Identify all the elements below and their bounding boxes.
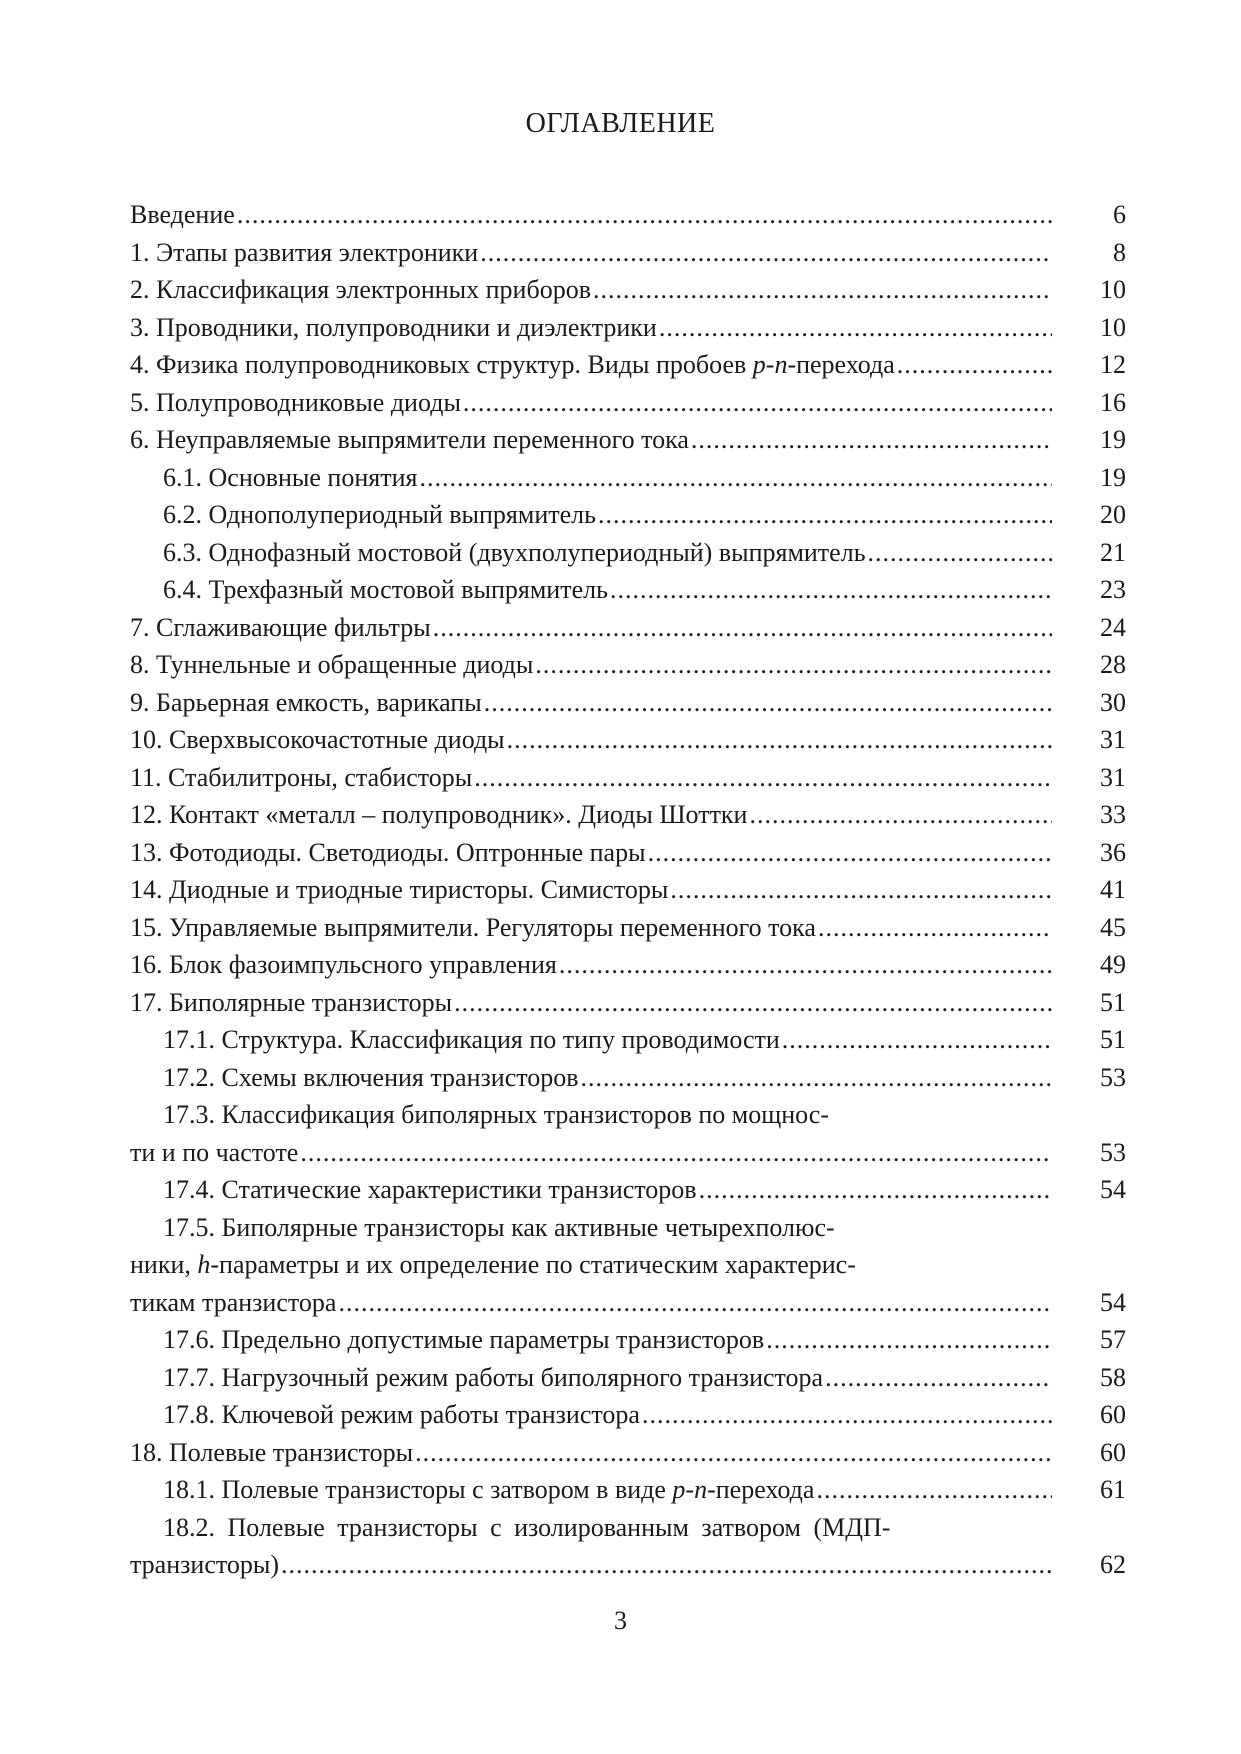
toc-entry [130,384,1126,422]
toc-entry-page: 24 [1100,612,1126,642]
toc-entry-17-3 [130,1096,1126,1171]
toc-entry-18-2-line1: 18.2. Полевые транзисторы с изолированным затвором (МДП- [163,1512,891,1542]
toc-entry [130,1021,1126,1059]
toc-entry [130,196,1126,234]
toc-entry-page: 10 [1100,275,1126,304]
toc-entry [130,496,1126,534]
toc-entry [130,534,1126,572]
toc-entry-page: 60 [1100,1400,1126,1429]
toc-entry-page: 16 [1100,387,1126,417]
toc-entry-title: 18. Полевые транзисторы ..... [130,1434,1052,1472]
toc-entry [130,571,1126,609]
toc-entry-title: Введение ..... [130,196,1052,234]
toc-entry-title: 4. Физика полупроводниковых структур. Виды пробоев p-n-перехода ..... [130,346,1052,384]
toc-entry-title: 17.8. Ключевой режим работы транзистора ..... [163,1396,1052,1434]
toc-entry [130,346,1126,384]
toc-entry-page: 45 [1100,912,1126,942]
toc-entry-page: 61 [1100,1475,1126,1504]
toc-entry [130,1434,1126,1472]
toc-entry [130,1359,1126,1397]
toc-entry-17-5-page: 54 [1100,1287,1126,1317]
toc-entry-title: 2. Классификация электронных приборов ..... [130,271,1052,309]
toc-entry [130,909,1126,947]
toc-entry [130,834,1126,872]
toc-entry-page: 41 [1100,875,1126,904]
toc-entry [130,796,1126,834]
toc-entry-page: 51 [1100,1025,1126,1054]
toc-entry-17-5-line2: ники, h-параметры и их определение по статическим характерис- [130,1250,856,1279]
toc-entry [130,1321,1126,1359]
toc-entry-title: 12. Контакт «металл – полупроводник». Диоды Шоттки ..... [130,796,1052,834]
toc-entry [130,871,1126,909]
toc-entry-page: 36 [1100,837,1126,867]
toc-entry-17-4-title: 17.4. Статические характеристики транзисторов ..... [163,1171,1052,1209]
toc-entry-17-3-page: 53 [1100,1137,1126,1167]
toc-entry [130,721,1126,759]
toc-entry-page: 8 [1113,237,1126,267]
toc-entry-title: 18.1. Полевые транзисторы с затвором в виде p-n-перехода ..... [163,1471,1052,1509]
toc-entry-page: 30 [1100,687,1126,717]
toc-entries [130,196,1126,1096]
toc-entry-title: 6.1. Основные понятия ..... [163,459,1052,497]
toc-entry-page: 53 [1100,1062,1126,1092]
table-of-contents [130,196,1126,1584]
toc-entry-17-5-line1: 17.5. Биполярные транзисторы как активные четырехполюс- [163,1212,835,1242]
toc-entry-title: 6.2. Однополупериодный выпрямитель ..... [163,496,1052,534]
toc-entry-page: 10 [1100,312,1126,342]
toc-entry-page: 31 [1100,762,1126,792]
toc-entry-title: 10. Сверхвысокочастотные диоды ..... [130,721,1052,759]
toc-entry-title: 14. Диодные и триодные тиристоры. Симисторы ..... [130,871,1052,909]
toc-entry-title: 11. Стабилитроны, стабисторы ..... [130,759,1052,797]
toc-entry-page: 51 [1100,987,1126,1017]
toc-entry [130,1396,1126,1434]
toc-entry-page: 20 [1100,500,1126,529]
toc-entry [130,684,1126,722]
toc-entry-title: 17.6. Предельно допустимые параметры транзисторов ..... [163,1321,1052,1359]
toc-entry-title: 5. Полупроводниковые диоды ..... [130,384,1052,422]
toc-entry-title: 6. Неуправляемые выпрямители переменного тока ..... [130,421,1052,459]
toc-entry-page: 28 [1100,650,1126,679]
toc-entry-page: 58 [1100,1362,1126,1392]
toc-entry-title: 17.7. Нагрузочный режим работы биполярного транзистора ..... [163,1359,1052,1397]
toc-entry-page: 23 [1100,575,1126,604]
toc-entry-title: 7. Сглаживающие фильтры ..... [130,609,1052,647]
toc-entry-17-5 [130,1209,1126,1322]
toc-entry-title: 17.2. Схемы включения транзисторов ..... [163,1059,1052,1097]
toc-entry-18-2-page: 62 [1100,1550,1126,1579]
toc-entry-17-4 [130,1171,1126,1209]
toc-entry-title: 15. Управляемые выпрямители. Регуляторы переменного тока ..... [130,909,1052,947]
toc-entry-title: 17. Биполярные транзисторы ..... [130,984,1052,1022]
toc-entry [130,984,1126,1022]
toc-entry [130,759,1126,797]
toc-entry-title: 6.3. Однофазный мостовой (двухполупериодный) выпрямитель ..... [163,534,1052,572]
toc-entry [130,309,1126,347]
toc-entry [130,459,1126,497]
toc-entry-title: 13. Фотодиоды. Светодиоды. Оптронные пары ..... [130,834,1052,872]
toc-entry-title: 8. Туннельные и обращенные диоды ..... [130,646,1052,684]
toc-entry-17-3-line2: ти и по частоте ..... [130,1134,1052,1172]
toc-entry-17-3-line1: 17.3. Классификация биполярных транзисторов по мощнос- [163,1100,830,1129]
toc-entry [130,271,1126,309]
toc-entry-page: 49 [1100,950,1126,979]
toc-entry-title: 6.4. Трехфазный мостовой выпрямитель ..... [163,571,1052,609]
toc-entry [130,234,1126,272]
toc-entry [130,1059,1126,1097]
toc-entry-18-2-line2: транзисторы) ..... [130,1546,1052,1584]
toc-entry-page: 31 [1100,725,1126,754]
toc-entry-title: 17.1. Структура. Классификация по типу проводимости ..... [163,1021,1052,1059]
toc-entry-page: 57 [1100,1325,1126,1354]
toc-entry-17-4-page: 54 [1100,1175,1126,1204]
toc-entry-title: 1. Этапы развития электроники ..... [130,234,1052,272]
page-title: ОГЛАВЛЕНИЕ [525,108,716,139]
toc-entry-title: 16. Блок фазоимпульсного управления ..... [130,946,1052,984]
toc-entry [130,646,1126,684]
toc-entry [130,421,1126,459]
page-number: 3 [614,1606,627,1635]
toc-entry-page: 33 [1100,800,1126,829]
toc-entry-page: 60 [1100,1437,1126,1467]
toc-entries-after [130,1321,1126,1509]
toc-entry-17-5-line3: тикам транзистора ..... [130,1284,1052,1322]
toc-entry-18-2 [130,1509,1126,1584]
toc-entry-page: 21 [1100,537,1126,567]
toc-entry-page: 19 [1100,425,1126,454]
toc-entry [130,1471,1126,1509]
toc-entry [130,946,1126,984]
toc-entry-page: 19 [1100,462,1126,492]
toc-entry [130,609,1126,647]
toc-entry-title: 9. Барьерная емкость, варикапы ..... [130,684,1052,722]
toc-entry-page: 12 [1100,350,1126,379]
toc-entry-title: 3. Проводники, полупроводники и диэлектрики ..... [130,309,1052,347]
toc-entry-page: 6 [1113,200,1126,229]
